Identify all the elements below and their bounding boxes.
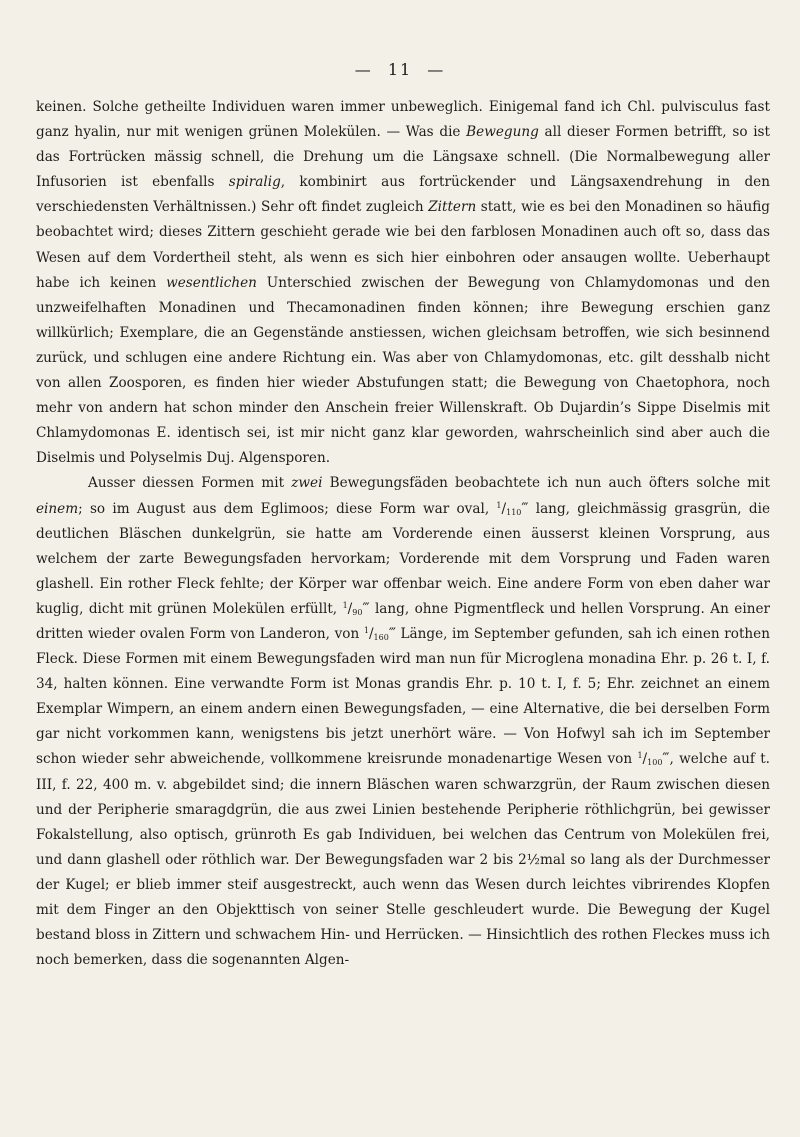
text-run: Ausser diessen Formen mit [88,475,292,492]
fraction-numerator: 1 [363,625,369,635]
text-run: ; so im August aus dem Eglimoos; diese Form war oval, [78,500,497,517]
fraction: $^1/_{100}$ [637,751,663,768]
fraction-numerator: 1 [637,751,643,761]
text-run: statt, wie es bei den Monadinen so häufig beobachtet wird; dieses Zittern geschieht gerade wie bei den farblosen Monadinen auch oft so, dass das Wesen auf dem Vordertheil steht, als wenn es sich hier einbohren oder ansaugen wollte. Ueberhaupt habe ich keinen [36,199,770,291]
text-run: ‴, welche auf t. III, f. 22, 400 m. v. abgebildet sind; die innern Bläschen waren schwarzgrün, der Raum zwischen diesen und der Peripherie smaragdgrün, die aus zwei Linien bestehende Peripherie röthlichgrün, bei gewisser Fokalstellung, also optisch, grünroth Es gab Individuen, bei welchen das Centrum von Molekülen frei, und dann glashell oder röthlich war. Der Bewegungsfaden war 2 bis 2½mal so lang als der Durchmesser der Kugel; er blieb immer steif ausgestreckt, auch wenn das Wesen durch leichtes vibrirendes Klopfen mit dem Finger an den Objekttisch von seiner Stelle geschleudert wurde. Die Bewegung der Kugel bestand bloss in Zittern und schwachem Hin- und Herrücken. — Hinsichtlich des rothen Fleckes muss ich noch bemerken, dass die sogenannten Algen- [36,751,770,969]
text-run: ‴ lang, ohne Pigmentfleck und hellen Vorsprung. An einer dritten wieder ovalen Form von Landeron, von [36,600,770,642]
dash-left: — [354,60,373,79]
text-run: Unterschied zwischen der Bewegung von Chlamydomonas und den unzweifelhaften Monadinen und Thecamonadinen finden können; ihre Bewegung erschien ganz willkürlich; Exemplare, die an Gegenstände anstiessen, wichen gleichsam betroffen, wie sich besinnend zurück, und schlugen eine andere Richtung ein. Was aber von Chlamydomonas, etc. gilt desshalb nicht von allen Zoosporen, es finden hier wieder Abstufungen statt; die Bewegung von Chaetophora, noch mehr von andern hat schon minder den Anschein freier Willenskraft. Ob Dujardin’s Sippe Diselmis mit Chlamydomonas E. identisch sei, ist mir nicht ganz klar geworden, wahrscheinlich sind aber auch die Diselmis und Polyselmis Duj. Algensporen. [36,274,770,467]
body-text [36,95,770,973]
emphasized-text: zwei [291,475,323,492]
fraction-denominator: 160 [373,632,389,642]
emphasized-text: wesentlichen [166,274,257,291]
text-run: , kombinirt aus fortrückender und Längsaxendrehung in den verschiedensten Verhältnissen.) Sehr oft findet zugleich [36,174,770,216]
text-run: keinen. Solche getheilte Individuen waren immer unbeweglich. Einigemal fand ich Chl. pulvisculus fast ganz hyalin, nur mit wenigen grünen Molekülen. — Was die [36,99,770,141]
dash-right: — [427,60,446,79]
text-run: Bewegungsfäden beobachtete ich nun auch öfters solche mit [322,475,770,492]
fraction-denominator: 100 [647,758,663,768]
text-run: all dieser Formen betrifft, so ist das Fortrücken mässig schnell, die Drehung um die Längsaxe schnell. (Die Normalbewegung aller Infusorien ist ebenfalls [36,124,770,191]
fraction: $^1/_{160}$ [363,625,389,642]
fraction-numerator: 1 [496,500,502,510]
fraction-denominator: 110 [506,507,522,517]
fraction-denominator: 90 [352,607,363,617]
page-number: 11 [387,60,413,79]
paragraph [36,471,770,973]
emphasized-text: Zittern [428,199,477,216]
text-run: ‴ lang, gleichmässig grasgrün, die deutlichen Bläschen dunkelgrün, sie hatte am Vorderende einen äusserst kleinen Vorsprung, aus welchem der zarte Bewegungsfaden hervorkam; Vorderende mit dem Vorsprung und Faden waren glashell. Ein rother Fleck fehlte; der Körper war offenbar weich. Eine andere Form von eben daher war kuglig, dicht mit grünen Molekülen erfüllt, [36,500,770,617]
fraction-numerator: 1 [342,600,348,610]
emphasized-text: einem [36,500,79,517]
paragraph [36,95,770,471]
page-number-line [0,60,800,79]
fraction: $^1/_{90}$ [342,600,363,617]
emphasized-text: spiralig [228,174,281,191]
emphasized-text: Bewegung [466,124,539,141]
fraction: $^1/_{110}$ [496,500,522,517]
text-run: ‴ Länge, im September gefunden, sah ich einen rothen Fleck. Diese Formen mit einem Bewegungsfaden wird man nun für Microglena monadina Ehr. p. 26 t. I, f. 34, halten können. Eine verwandte Form ist Monas grandis Ehr. p. 10 t. I, f. 5; Ehr. zeichnet an einem Exemplar Wimpern, an einem andern einen Bewegungsfaden, — eine Alternative, die bei derselben Form gar nicht vorkommen kann, wenigstens bis jetzt unerhört wäre. — Von Hofwyl sah ich im September schon wieder sehr abweichende, vollkommene kreisrunde monadenartige Wesen von [36,625,770,768]
